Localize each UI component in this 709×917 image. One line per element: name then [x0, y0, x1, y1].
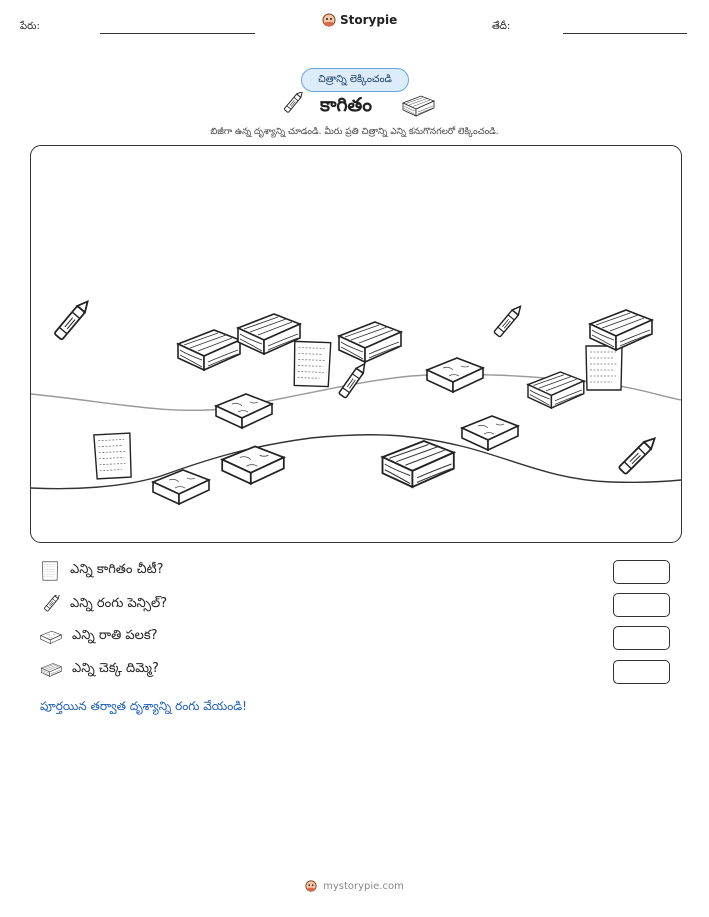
paper-sheet-icon	[40, 561, 60, 581]
question-row	[40, 628, 158, 646]
question-row	[40, 561, 164, 581]
paper-sheet	[94, 433, 132, 479]
wood-block	[339, 322, 401, 362]
counting-scene	[30, 145, 682, 543]
question-text: ఎన్ని కాగితం చీటీ?	[70, 562, 164, 577]
footer-site: mystorypie.com	[323, 880, 404, 892]
storypie-mascot-icon	[322, 13, 336, 27]
slate	[427, 358, 483, 392]
question-row	[40, 661, 159, 679]
brand-logo	[322, 13, 397, 27]
storypie-mascot-icon	[305, 880, 317, 892]
wood-block-icon	[40, 661, 62, 679]
date-field[interactable]	[563, 33, 687, 34]
slate	[222, 446, 284, 483]
wood-block	[383, 441, 454, 487]
wood-block	[238, 314, 300, 354]
brand-name: Storypie	[340, 13, 398, 27]
instructions: బిజీగా ఉన్న దృశ్యాన్ని చూడండి. మీరు ప్రతి చిత్రాన్ని ఎన్ని కనుగొనగలరో లెక్కించండి.	[210, 127, 499, 137]
paper-sheet	[586, 346, 622, 390]
answer-box[interactable]	[613, 593, 670, 617]
crayon	[54, 298, 91, 340]
question-text: ఎన్ని చెక్క దిమ్మె?	[72, 661, 159, 676]
paper-sheet	[293, 341, 331, 386]
slate	[216, 394, 272, 428]
slate-icon	[40, 628, 62, 646]
crayon	[619, 435, 659, 475]
crayon-icon	[278, 92, 304, 118]
question-text: ఎన్ని రంగు పెన్సిల్?	[70, 596, 168, 611]
question-text: ఎన్ని రాతి పలక?	[72, 628, 158, 643]
wood-block	[178, 330, 240, 370]
question-row	[40, 595, 167, 615]
slate	[153, 470, 209, 504]
answer-box[interactable]	[613, 560, 670, 584]
closing-instruction: పూర్తయిన తర్వాత దృశ్యాన్ని రంగు వేయండి!	[40, 699, 247, 713]
answer-box[interactable]	[613, 626, 670, 650]
crayon	[494, 304, 524, 337]
wood-block	[590, 310, 652, 350]
footer	[0, 880, 709, 892]
name-field[interactable]	[100, 33, 255, 34]
crayon	[339, 361, 368, 398]
crayon-icon	[40, 595, 60, 615]
answer-box[interactable]	[613, 660, 670, 684]
slate	[462, 416, 518, 450]
activity-badge: చిత్రాన్ని లెక్కించండి	[301, 68, 409, 92]
date-label: తేదీ:	[492, 21, 511, 32]
wood-block-icon	[401, 94, 435, 118]
name-label: పేరు:	[20, 21, 40, 32]
page-title: కాగితం	[320, 94, 372, 116]
scene-illustration	[31, 146, 681, 542]
